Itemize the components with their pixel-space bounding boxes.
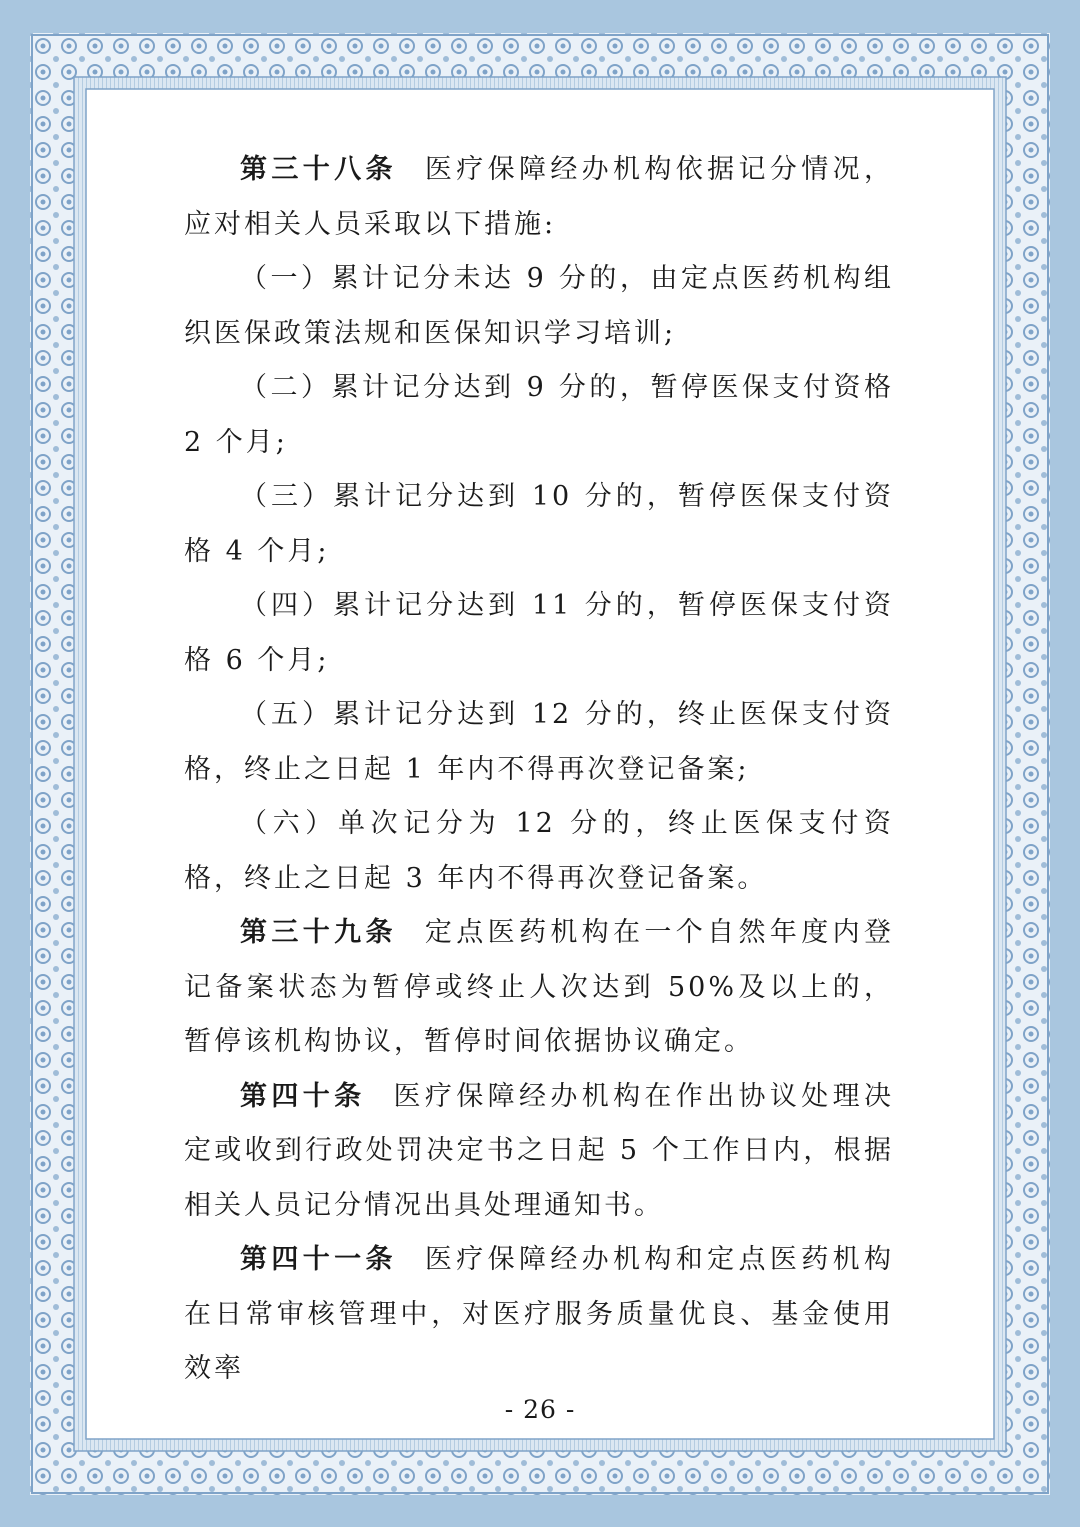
- list-item-5: [184, 688, 894, 797]
- paragraph-text: （四）累计记分达到 11 分的，暂停医保支付资格 6 个月;: [184, 590, 894, 676]
- article-heading: 第四十条: [240, 1080, 366, 1112]
- paragraph-text: （二）累计记分达到 9 分的，暂停医保支付资格 2 个月;: [184, 372, 894, 458]
- paragraph-article-40: [184, 1070, 894, 1234]
- document-page: [30, 33, 1050, 1495]
- paragraph-article-38: [184, 143, 894, 252]
- article-heading: 第四十一条: [240, 1244, 397, 1275]
- paragraph-text: 医疗保障经办机构和定点医药机构在日常审核管理中，对医疗服务质量优良、基金使用效率: [184, 1244, 895, 1384]
- document-body: [184, 143, 894, 1397]
- paragraph-text: 医疗保障经办机构在作出协议处理决定或收到行政处罚决定书之日起 5 个工作日内，根据相关人员记分情况出具处理通知书。: [184, 1080, 895, 1221]
- paragraph-text: （一）累计记分未达 9 分的，由定点医药机构组织医保政策法规和医保知识学习培训;: [184, 263, 894, 349]
- paragraph-article-41: [184, 1233, 894, 1397]
- list-item-3: [184, 470, 894, 579]
- paragraph-text: （六）单次记分为 12 分的，终止医保支付资格，终止之日起 3 年内不得再次登记备案。: [184, 808, 894, 894]
- list-item-4: [184, 579, 894, 688]
- paragraph-article-39: [184, 906, 894, 1070]
- list-item-1: [184, 252, 894, 361]
- paragraph-text: （五）累计记分达到 12 分的，终止医保支付资格，终止之日起 1 年内不得再次登记备案;: [184, 699, 894, 785]
- article-heading: 第三十九条: [240, 917, 397, 948]
- paragraph-text: 定点医药机构在一个自然年度内登记备案状态为暂停或终止人次达到 50%及以上的，暂停该机构协议，暂停时间依据协议确定。: [184, 917, 895, 1057]
- list-item-6: [184, 797, 894, 906]
- list-item-2: [184, 361, 894, 470]
- page-number: - 26 -: [504, 1395, 576, 1424]
- paragraph-text: （三）累计记分达到 10 分的，暂停医保支付资格 4 个月;: [184, 481, 894, 567]
- article-heading: 第三十八条: [240, 154, 397, 185]
- paragraph-text: 医疗保障经办机构依据记分情况，应对相关人员采取以下措施:: [184, 154, 895, 240]
